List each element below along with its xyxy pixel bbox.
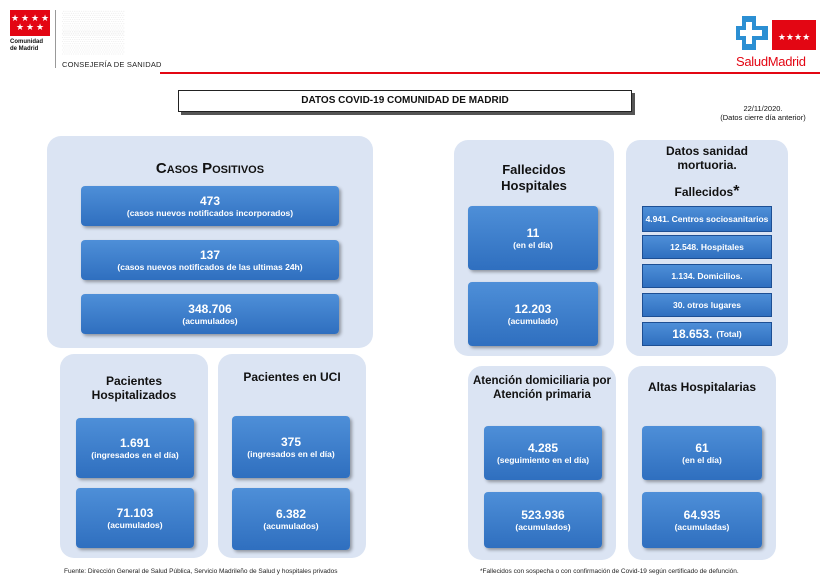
uci-panel — [218, 354, 366, 558]
uci-dia-box — [232, 416, 350, 478]
consejeria-label: CONSEJERÍA DE SANIDAD — [62, 60, 162, 69]
fallecidos-panel — [454, 140, 614, 356]
altas-dia-label: (en el día) — [682, 454, 722, 465]
casos-acumulados-box — [81, 294, 339, 334]
logo-name-line1: Comunidad — [10, 39, 43, 45]
fallecidos-acumulado-value: 12.203 — [514, 301, 552, 316]
casos-24h-box — [81, 240, 339, 280]
saludmadrid-cross-icon — [736, 16, 768, 50]
madrid-flag-icon: ★ ★ ★ ★ ★ ★ ★ — [10, 10, 50, 36]
atencion-title: Atención domiciliaria por Atención primaria — [472, 375, 612, 401]
atencion-acumulados-value: 523.936 — [521, 507, 565, 522]
uci-dia-label: (ingresados en el día) — [247, 448, 335, 459]
atencion-panel — [468, 366, 616, 560]
mortuoria-total-value: 18.653. — [672, 326, 713, 341]
casos-nuevos-label: (casos nuevos notificados incorporados) — [126, 207, 294, 218]
logo-name-line2: de Madrid — [10, 46, 39, 52]
uci-title: Pacientes en UCI — [243, 370, 341, 384]
hosp-acumulados-value: 71.103 — [116, 505, 154, 520]
fallecidos-acumulado-box — [468, 282, 598, 346]
svg-text:★★★★: ★★★★ — [777, 33, 811, 43]
date-value: 22/11/2020. — [743, 104, 783, 113]
header-red-line — [160, 72, 820, 74]
casos-title: Casos Positivos — [155, 160, 265, 177]
hospitalizados-title: Pacientes Hospitalizados — [91, 374, 177, 402]
atencion-dia-box — [484, 426, 602, 480]
mortuoria-domicilios-box: 1.134. Domicilios. — [642, 264, 772, 288]
uci-acumulados-box — [232, 488, 350, 550]
atencion-dia-label: (seguimiento en el día) — [496, 454, 590, 465]
mortuoria-otros-box: 30. otros lugares — [642, 293, 772, 317]
report-date — [700, 104, 826, 122]
mortuoria-total-box — [642, 322, 772, 346]
mortuoria-title: Datos sanidad mortuoria. — [665, 144, 749, 172]
footer-note: *Fallecidos con sospecha o con confirmación de Covid-19 según certificado de defunción. — [480, 568, 739, 575]
altas-acumuladas-value: 64.935 — [683, 507, 721, 522]
fallecidos-dia-value: 11 — [526, 225, 540, 240]
fallecidos-title: Fallecidos Hospitales — [501, 162, 567, 193]
atencion-dia-value: 4.285 — [527, 440, 559, 455]
mortuoria-total-label: (Total) — [716, 328, 742, 339]
casos-acumulados-label: (acumulados) — [182, 315, 238, 326]
altas-acumuladas-box — [642, 492, 762, 548]
date-note: (Datos cierre día anterior) — [720, 113, 806, 122]
altas-title: Altas Hospitalarias — [647, 380, 757, 394]
casos-acumulados-value: 348.706 — [188, 301, 232, 316]
fallecidos-dia-box — [468, 206, 598, 270]
atencion-acumulados-label: (acumulados) — [515, 521, 571, 532]
fallecidos-dia-label: (en el día) — [513, 239, 553, 250]
header-divider — [55, 10, 56, 68]
casos-24h-label: (casos nuevos notificados de las ultimas 24h) — [117, 261, 303, 272]
hosp-dia-label: (ingresados en el día) — [91, 449, 179, 460]
uci-acumulados-value: 6.382 — [275, 506, 307, 521]
altas-dia-box — [642, 426, 762, 480]
saludmadrid-wordmark: SaludMadrid — [736, 54, 806, 69]
altas-panel — [628, 366, 776, 560]
hosp-dia-box — [76, 418, 194, 478]
page-title: DATOS COVID-19 COMUNIDAD DE MADRID — [178, 90, 632, 112]
casos-nuevos-value: 473 — [199, 193, 221, 208]
casos-nuevos-box — [81, 186, 339, 226]
mortuoria-subtitle-wrap — [626, 184, 788, 200]
watermark-graphic: ▒▒▒▒ ▒▒▒▒ — [62, 9, 125, 54]
asterisk-mark: * — [733, 183, 740, 200]
uci-acumulados-label: (acumulados) — [263, 520, 319, 531]
mortuoria-sociosanitarios-box: 4.941. Centros sociosanitarios — [642, 206, 772, 232]
hosp-acumulados-label: (acumulados) — [107, 519, 163, 530]
hospitalizados-panel — [60, 354, 208, 558]
altas-dia-value: 61 — [695, 440, 709, 455]
uci-dia-value: 375 — [280, 434, 302, 449]
casos-24h-value: 137 — [199, 247, 221, 262]
atencion-acumulados-box — [484, 492, 602, 548]
mortuoria-subtitle: Fallecidos — [674, 185, 734, 199]
casos-positivos-panel — [47, 136, 373, 348]
mortuoria-hospitales-box: 12.548. Hospitales — [642, 235, 772, 259]
comunidad-madrid-logo — [10, 10, 54, 58]
hosp-dia-value: 1.691 — [119, 435, 151, 450]
fallecidos-acumulado-label: (acumulado) — [507, 315, 559, 326]
footer-source: Fuente: Dirección General de Salud Pública, Servicio Madrileño de Salud y hospitales privados — [64, 568, 338, 575]
hosp-acumulados-box — [76, 488, 194, 548]
altas-acumuladas-label: (acumuladas) — [674, 521, 730, 532]
mortuoria-panel — [626, 140, 788, 356]
